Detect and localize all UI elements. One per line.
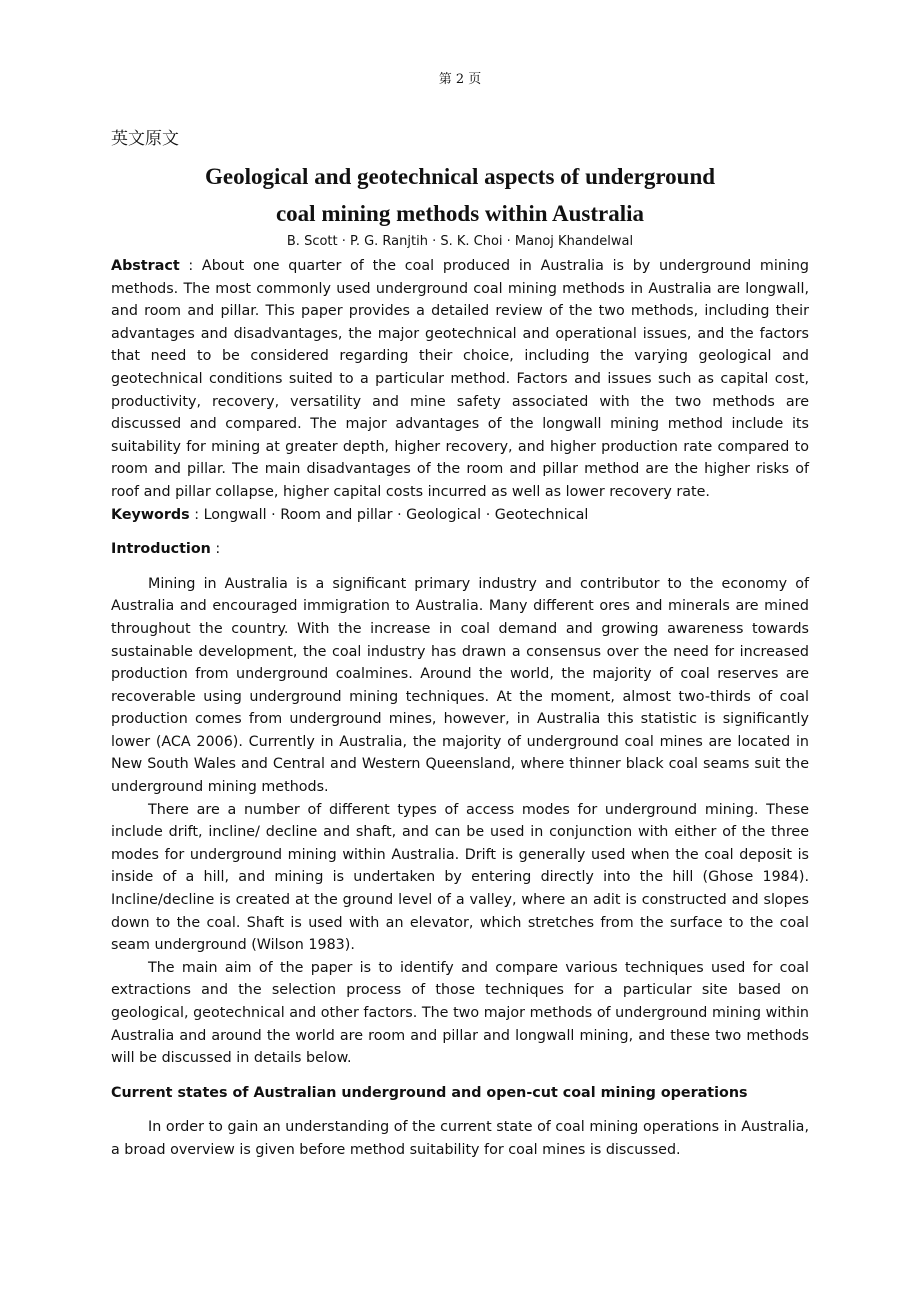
keywords-text: : Longwall · Room and pillar · Geological · Geotechnical bbox=[189, 506, 589, 523]
introduction-heading-suffix: : bbox=[210, 541, 221, 558]
section-heading: Current states of Australian underground and open-cut coal mining operations bbox=[111, 1084, 748, 1101]
keywords bbox=[111, 504, 809, 527]
introduction-heading bbox=[111, 538, 809, 561]
abstract bbox=[111, 255, 809, 504]
article-body bbox=[111, 255, 809, 1162]
keywords-label: Keywords bbox=[111, 506, 190, 523]
paragraph: Mining in Australia is a significant primary industry and contributor to the economy of Australia and encouraged immigration to Australia. Many different ores and minerals are mined throughout the country. With the increase in coal demand and growing awareness towards sustainable development, the coal industry has drawn a consensus over the need for increased production from underground coalmines. Around the world, the majority of coal reserves are recoverable using underground mining techniques. At the moment, almost two-thirds of coal production comes from underground mines, however, in Australia this statistic is significantly lower (ACA 2006). Currently in Australia, the majority of underground coal mines are located in New South Wales and Central and Western Queensland, where thinner black coal seams suit the underground mining methods. bbox=[111, 575, 809, 796]
title-line-1: Geological and geotechnical aspects of underground bbox=[204, 164, 716, 189]
abstract-text: : About one quarter of the coal produced in Australia is by underground mining methods. The most commonly used underground coal mining methods in Australia are longwall, and room and pillar. This paper provides a detailed review of the two methods, including their advantages and disadvantages, the major geotechnical and operational issues, and the factors that need to be considered regarding their choice, including the varying geological and geotechnical conditions suited to a particular method. Factors and issues such as capital cost, productivity, recovery, versatility and mine safety associated with the two methods are discussed and compared. The major advantages of the longwall mining method include its suitability for mining at greater depth, higher recovery, and higher production rate compared to room and pillar. The main disadvantages of the room and pillar method are the higher risks of roof and pillar collapse, higher capital costs incurred as well as lower recovery rate. bbox=[111, 258, 809, 500]
paragraph: In order to gain an understanding of the current state of coal mining operations in Australia, a broad overview is given before method suitability for coal mines is discussed. bbox=[111, 1119, 809, 1158]
paragraph: There are a number of different types of access modes for underground mining. These include drift, incline/ decline and shaft, and can be used in conjunction with either of the three modes for underground mining within Australia. Drift is generally used when the coal deposit is inside of a hill, and mining is undertaken by entering directly into the hill (Ghose 1984). Incline/decline is created at the ground level of a valley, where an adit is constructed and slopes down to the coal. Shaft is used with an elevator, which stretches from the surface to the coal seam underground (Wilson 1983). bbox=[111, 801, 809, 954]
title-line-2: coal mining methods within Australia bbox=[275, 201, 645, 226]
paragraph: The main aim of the paper is to identify and compare various techniques used for coal extractions and the selection process of those techniques for a particular site based on geological, geotechnical and other factors. The two major methods of underground mining within Australia and around the world are room and pillar and longwall mining, and these two methods will be discussed in details below. bbox=[111, 959, 809, 1067]
page-number: 第 2 页 bbox=[438, 72, 482, 87]
abstract-label: Abstract bbox=[111, 258, 180, 274]
article-title bbox=[60, 158, 860, 232]
introduction-heading-text: Introduction bbox=[111, 541, 211, 558]
section-label: 英文原文 bbox=[111, 129, 179, 149]
author-list: B. Scott · P. G. Ranjtih · S. K. Choi · Manoj Khandelwal bbox=[286, 234, 634, 249]
